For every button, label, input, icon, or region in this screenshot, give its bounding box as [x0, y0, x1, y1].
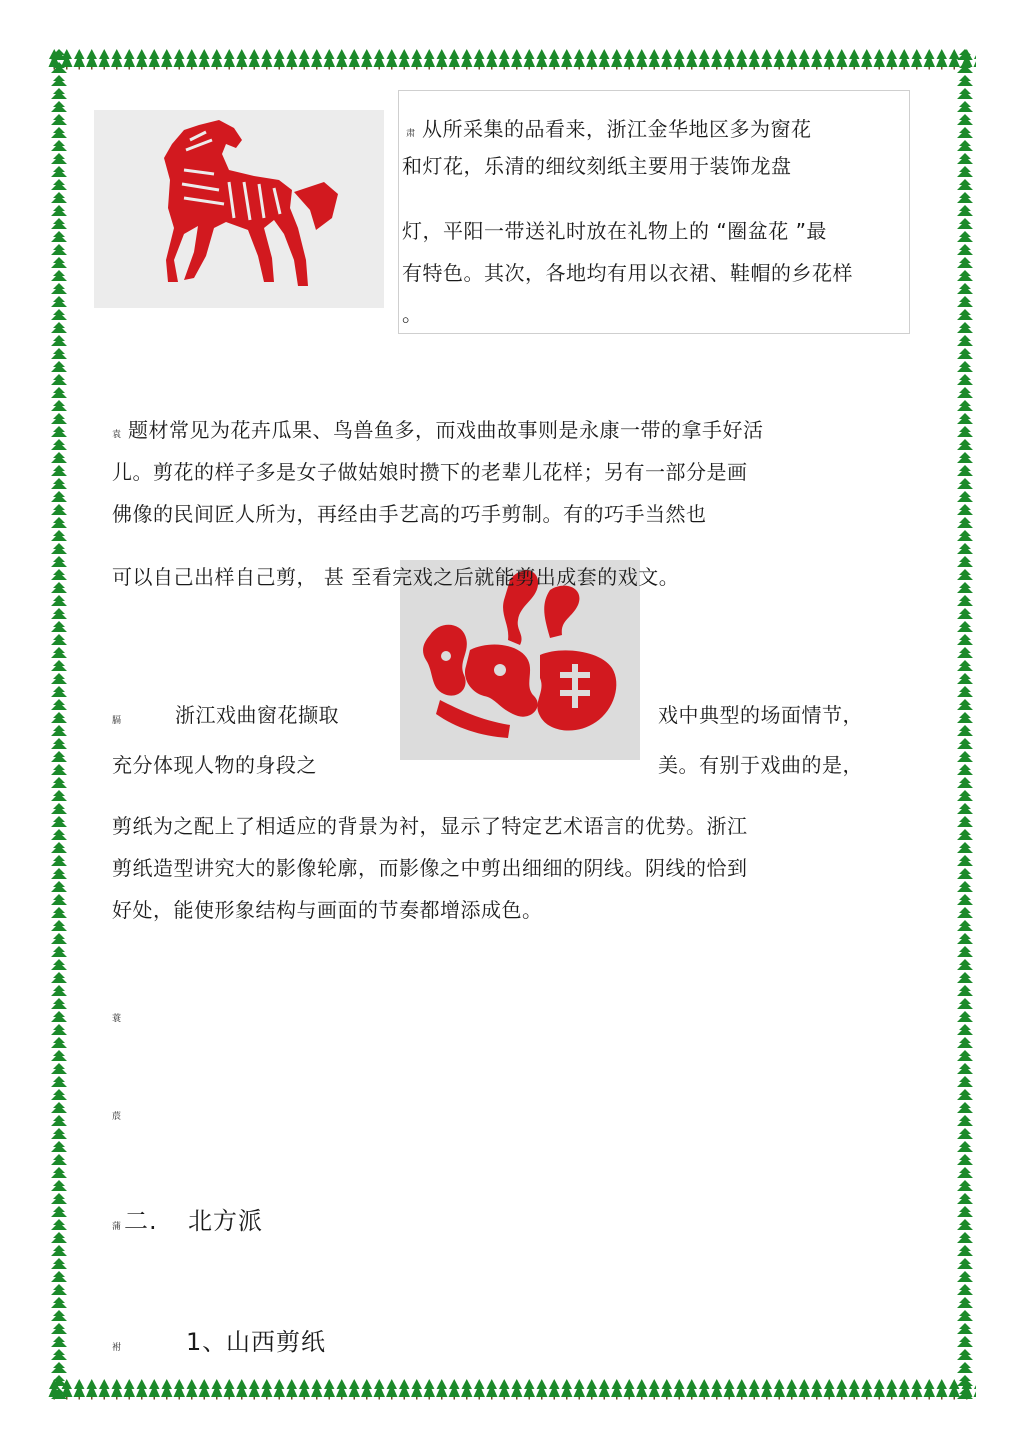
text-line: 有特色。其次，各地均有用以衣裙、鞋帽的乡花样 — [402, 261, 853, 285]
marker-char: 蓑 — [112, 1014, 122, 1024]
border-right — [954, 48, 976, 1400]
text-line: 浙江戏曲窗花撷取 — [175, 703, 339, 727]
text-line: 。 — [402, 302, 423, 326]
text-line: 题材常见为花卉瓜果、鸟兽鱼多，而戏曲故事则是永康一带的拿手好活 — [128, 418, 764, 442]
marker-char: 蒲 — [112, 1222, 122, 1232]
marker-char: 袝 — [112, 1343, 122, 1353]
section-number: 二. — [124, 1207, 158, 1235]
fu-character-icon — [400, 560, 640, 760]
section-title: 北方派 — [188, 1207, 263, 1235]
marker-char: 膈 — [112, 716, 122, 726]
text-line: 和灯花，乐清的细纹刻纸主要用于装饰龙盘 — [402, 154, 792, 178]
text-line: 从所采集的品看来，浙江金华地区多为窗花 — [422, 117, 812, 141]
text-line: 儿。剪花的样子多是女子做姑娘时攒下的老辈儿花样；另有一部分是画 — [112, 460, 748, 484]
text-line: 剪纸造型讲究大的影像轮廓，而影像之中剪出细细的阴线。阴线的恰到 — [112, 856, 748, 880]
marker-char: 袁 — [112, 430, 122, 440]
text-line: 美。有别于戏曲的是， — [658, 753, 863, 777]
subsection-title: 山西剪纸 — [226, 1328, 326, 1356]
horse-icon — [94, 110, 384, 308]
border-top — [48, 48, 976, 70]
text-line: 灯，平阳一带送礼时放在礼物上的 “圈盆花 ”最 — [402, 219, 827, 243]
text-line: 佛像的民间匠人所为，再经由手艺高的巧手剪制。有的巧手当然也 — [112, 502, 707, 526]
text-line: 可以自己出样自己剪， 甚 至看完戏之后就能剪出成套的戏文。 — [112, 565, 680, 589]
text-line: 剪纸为之配上了相适应的背景为衬，显示了特定艺术语言的优势。浙江 — [112, 814, 748, 838]
text-line: 充分体现人物的身段之 — [112, 753, 317, 777]
text-line: 好处，能使形象结构与画面的节奏都增添成色。 — [112, 898, 543, 922]
horse-papercut-image — [94, 110, 384, 308]
marker-char: 肃 — [406, 129, 416, 139]
fu-papercut-image — [400, 560, 640, 760]
marker-char: 莀 — [112, 1112, 122, 1122]
border-left — [48, 48, 70, 1400]
text-line: 戏中典型的场面情节， — [658, 703, 863, 727]
border-bottom — [48, 1378, 976, 1400]
subsection-number: 1、 — [186, 1328, 228, 1356]
